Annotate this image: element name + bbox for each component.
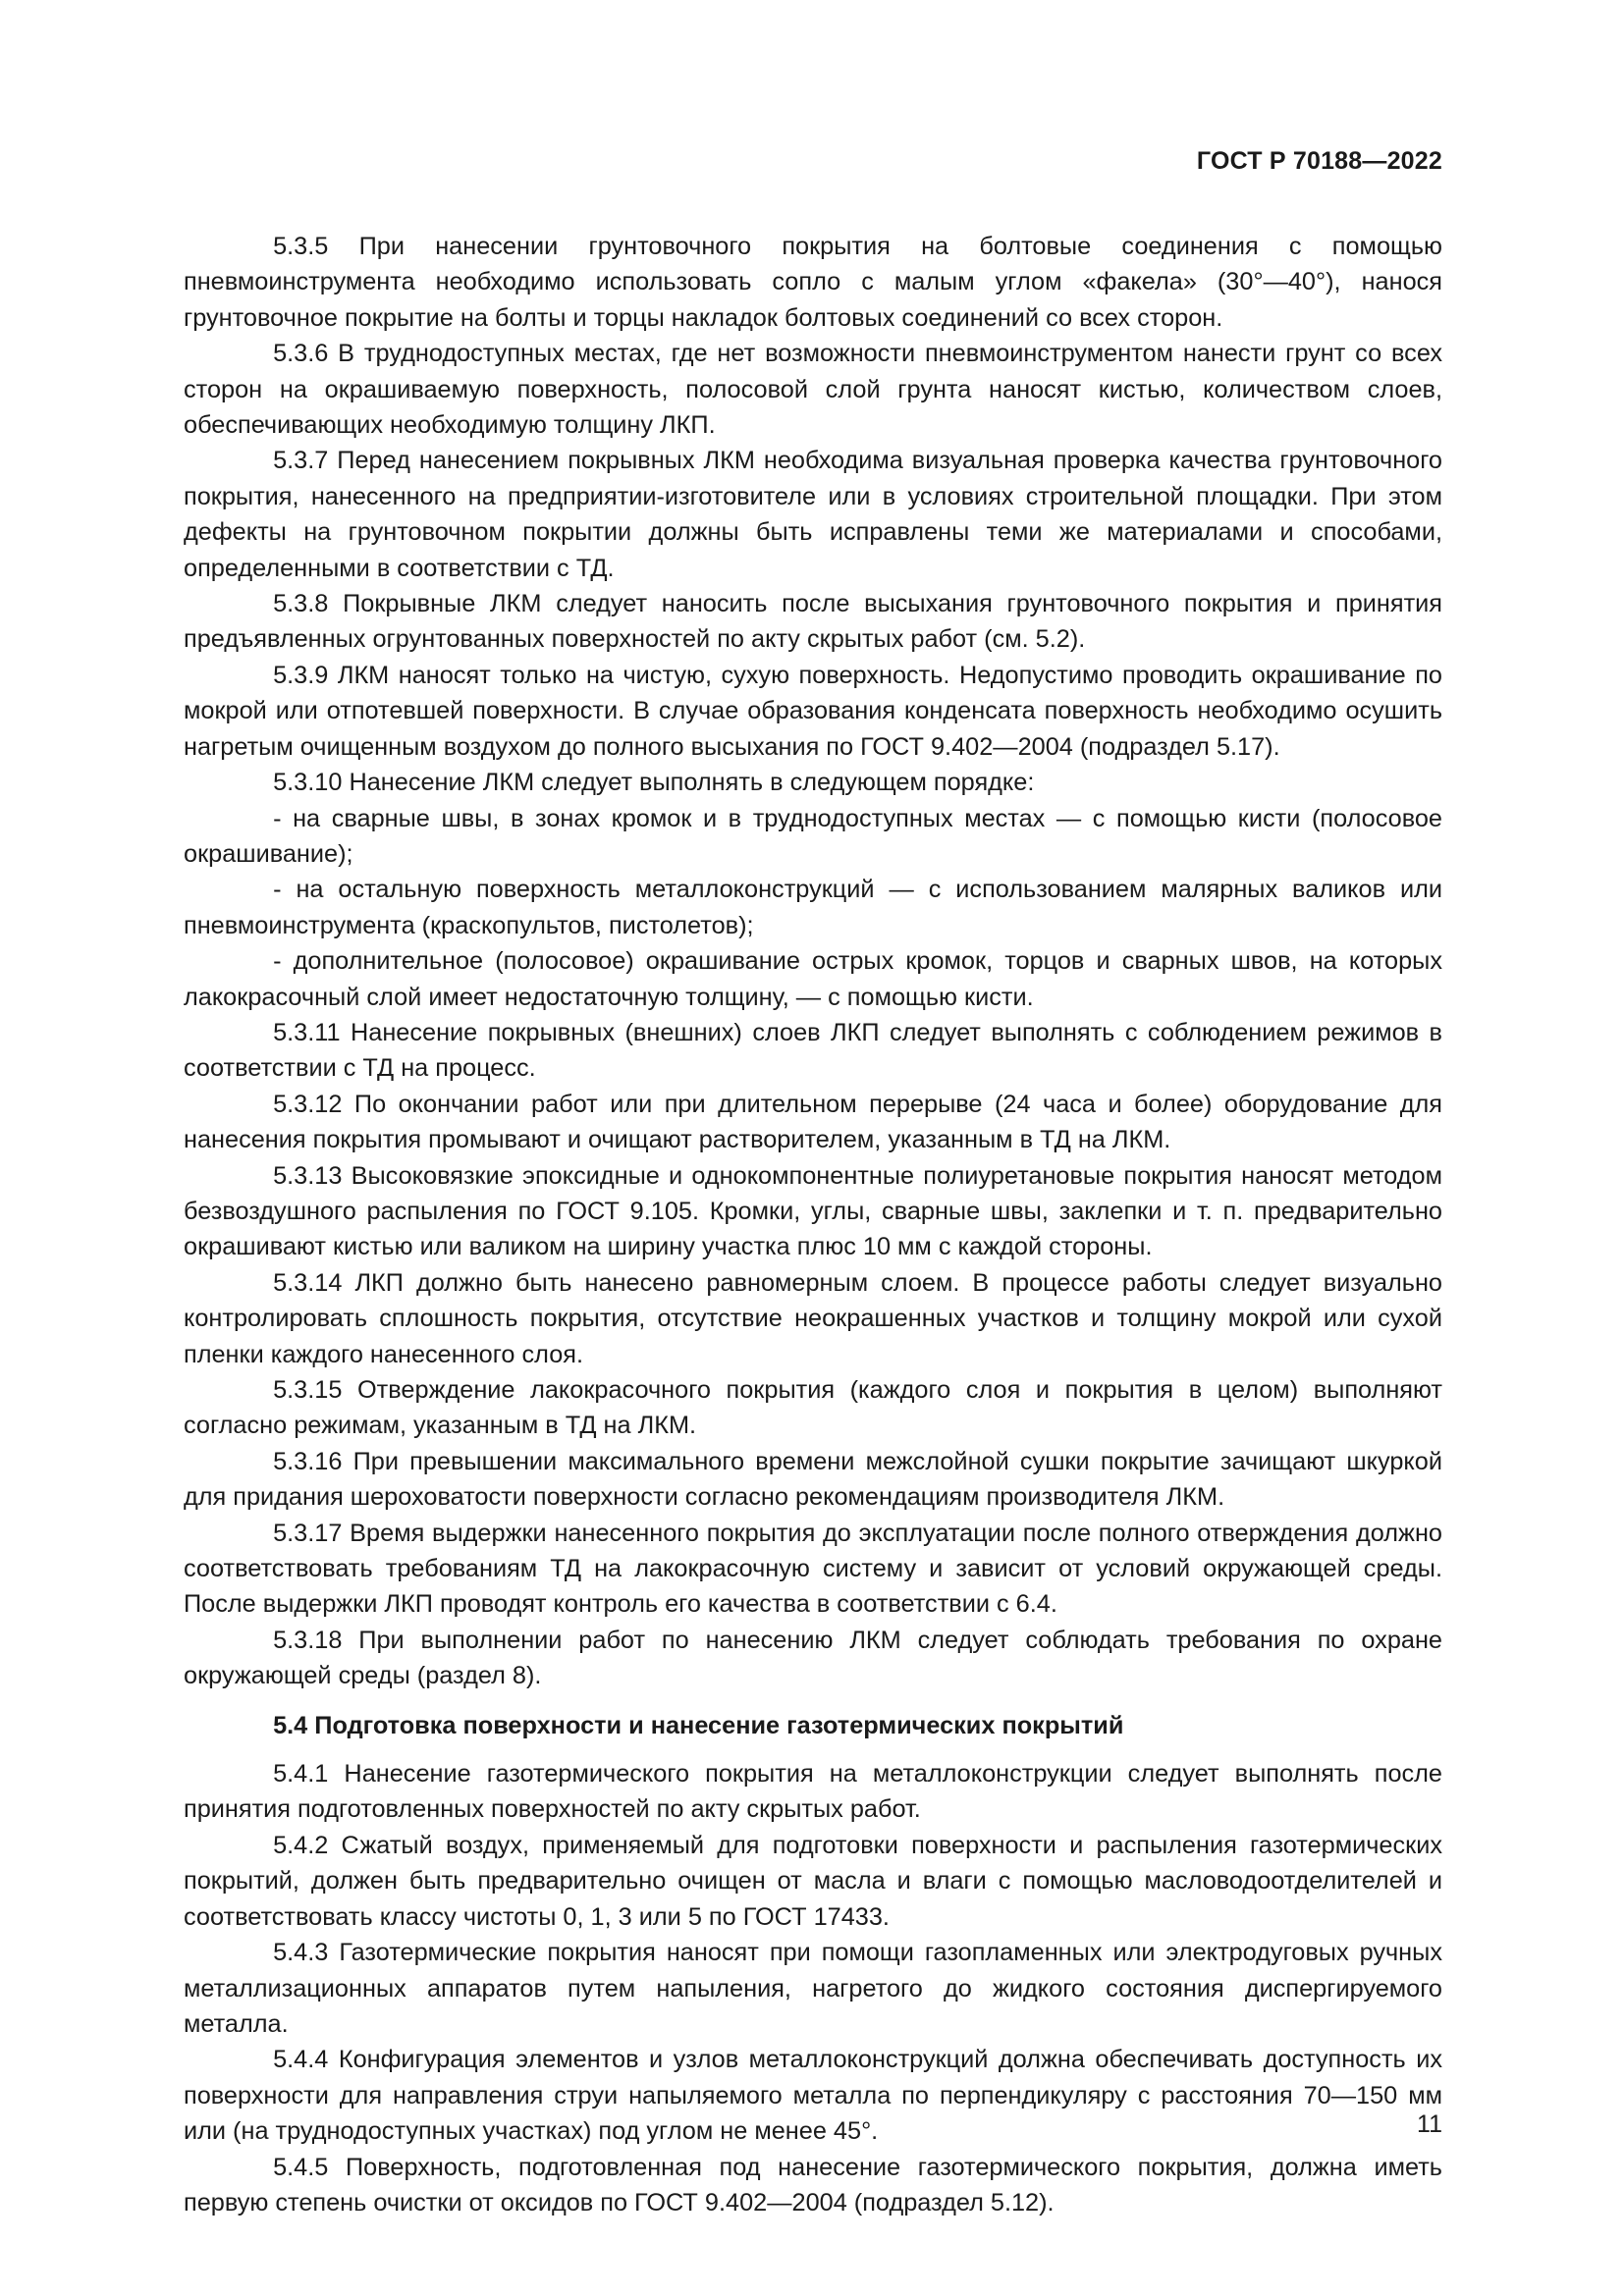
paragraph-5-3-17: 5.3.17 Время выдержки нанесенного покрытия до эксплуатации после полного отверждения должно соответствовать требованиям ТД на лакокрасочную систему и зависит от условий окружающей среды. После выдержки ЛКП проводят контроль его качества в соответствии с 6.4. [184,1519,1442,1619]
section-heading-5-4: 5.4 Подготовка поверхности и нанесение газотермических покрытий [273,1711,1124,1739]
paragraph-5-3-18: 5.3.18 При выполнении работ по нанесению ЛКМ следует соблюдать требования по охране окружающей среды (раздел 8). [184,1626,1442,1690]
document-body [184,229,1442,2220]
paragraph-5-3-12: 5.3.12 По окончании работ или при длительном перерыве (24 часа и более) оборудование для нанесения покрытия промывают и очищают растворителем, указанным в ТД на ЛКМ. [184,1090,1442,1154]
paragraph-5-3-9: 5.3.9 ЛКМ наносят только на чистую, сухую поверхность. Недопустимо проводить окрашивание по мокрой или отпотевшей поверхности. В случае образования конденсата поверхность необходимо осушить нагретым очищенным воздухом до полного высыхания по ГОСТ 9.402—2004 (подраздел 5.17). [184,661,1442,761]
paragraph-5-3-15: 5.3.15 Отверждение лакокрасочного покрытия (каждого слоя и покрытия в целом) выполняют согласно режимам, указанным в ТД на ЛКМ. [184,1376,1442,1440]
paragraph-5-3-8: 5.3.8 Покрывные ЛКМ следует наносить после высыхания грунтовочного покрытия и принятия предъявленных огрунтованных поверхностей по акту скрытых работ (см. 5.2). [184,590,1442,654]
paragraph-5-4-2: 5.4.2 Сжатый воздух, применяемый для подготовки поверхности и распыления газотермических покрытий, должен быть предварительно очищен от масла и влаги с помощью масловодоотделителей и соответствовать классу чистоты 0, 1, 3 или 5 по ГОСТ 17433. [184,1831,1442,1931]
paragraph-5-3-11: 5.3.11 Нанесение покрывных (внешних) слоев ЛКП следует выполнять с соблюдением режимов в соответствии с ТД на процесс. [184,1018,1442,1083]
document-page [184,0,1442,2296]
standard-id-header: ГОСТ Р 70188—2022 [1196,147,1442,175]
list-item: - на сварные швы, в зонах кромок и в труднодоступных местах — с помощью кисти (полосовое окрашивание); [184,804,1442,868]
paragraph-5-3-6: 5.3.6 В труднодоступных местах, где нет возможности пневмоинструментом нанести грунт со всех сторон на окрашиваемую поверхность, полосовой слой грунта наносят кистью, количеством слоев, обеспечивающих необходимую толщину ЛКП. [184,340,1442,440]
paragraph-5-3-5: 5.3.5 При нанесении грунтовочного покрытия на болтовые соединения с помощью пневмоинструмента необходимо использовать сопло с малым углом «факела» (30°—40°), нанося грунтовочное покрытие на болты и торцы накладок болтовых соединений со всех сторон. [184,233,1442,332]
paragraph-5-4-4: 5.4.4 Конфигурация элементов и узлов металлоконструкций должна обеспечивать доступность их поверхности для направления струи напыляемого металла по перпендикуляру с расстояния 70—150 мм или (на труднодоступных участках) под углом не менее 45°. [184,2046,1442,2146]
paragraph-5-3-7: 5.3.7 Перед нанесением покрывных ЛКМ необходима визуальная проверка качества грунтовочного покрытия, нанесенного на предприятии-изготовителе или в условиях строительной площадки. При этом дефекты на грунтовочном покрытии должны быть исправлены теми же материалами и способами, определенными в соответствии с ТД. [184,447,1442,582]
paragraph-5-4-1: 5.4.1 Нанесение газотермического покрытия на металлоконструкции следует выполнять после принятия подготовленных поверхностей по акту скрытых работ. [184,1760,1442,1824]
list-item: - на остальную поверхность металлоконструкций — с использованием малярных валиков или пневмоинструмента (краскопультов, пистолетов); [184,876,1442,939]
paragraph-5-3-14: 5.3.14 ЛКП должно быть нанесено равномерным слоем. В процессе работы следует визуально контролировать сплошность покрытия, отсутствие неокрашенных участков и толщину мокрой или сухой пленки каждого нанесенного слоя. [184,1268,1442,1368]
paragraph-5-4-5: 5.4.5 Поверхность, подготовленная под нанесение газотермического покрытия, должна иметь первую степень очистки от оксидов по ГОСТ 9.402—2004 (подраздел 5.12). [184,2153,1442,2216]
paragraph-5-3-10: 5.3.10 Нанесение ЛКМ следует выполнять в следующем порядке: [273,769,1035,797]
paragraph-5-3-16: 5.3.16 При превышении максимального времени межслойной сушки покрытие зачищают шкуркой для придания шероховатости поверхности согласно рекомендациям производителя ЛКМ. [184,1447,1442,1512]
paragraph-5-4-3: 5.4.3 Газотермические покрытия наносят при помощи газопламенных или электродуговых ручных металлизационных аппаратов путем напыления, нагретого до жидкого состояния диспергируемого металла. [184,1939,1442,2038]
list-item: - дополнительное (полосовое) окрашивание острых кромок, торцов и сварных швов, на которых лакокрасочный слой имеет недостаточную толщину, — с помощью кисти. [184,947,1442,1011]
paragraph-5-3-13: 5.3.13 Высоковязкие эпоксидные и однокомпонентные полиуретановые покрытия наносят методом безвоздушного распыления по ГОСТ 9.105. Кромки, углы, сварные швы, заклепки и т. п. предварительно окрашивают кистью или валиком на ширину участка плюс 10 мм с каждой стороны. [184,1161,1442,1261]
page-number: 11 [1417,2110,1442,2138]
